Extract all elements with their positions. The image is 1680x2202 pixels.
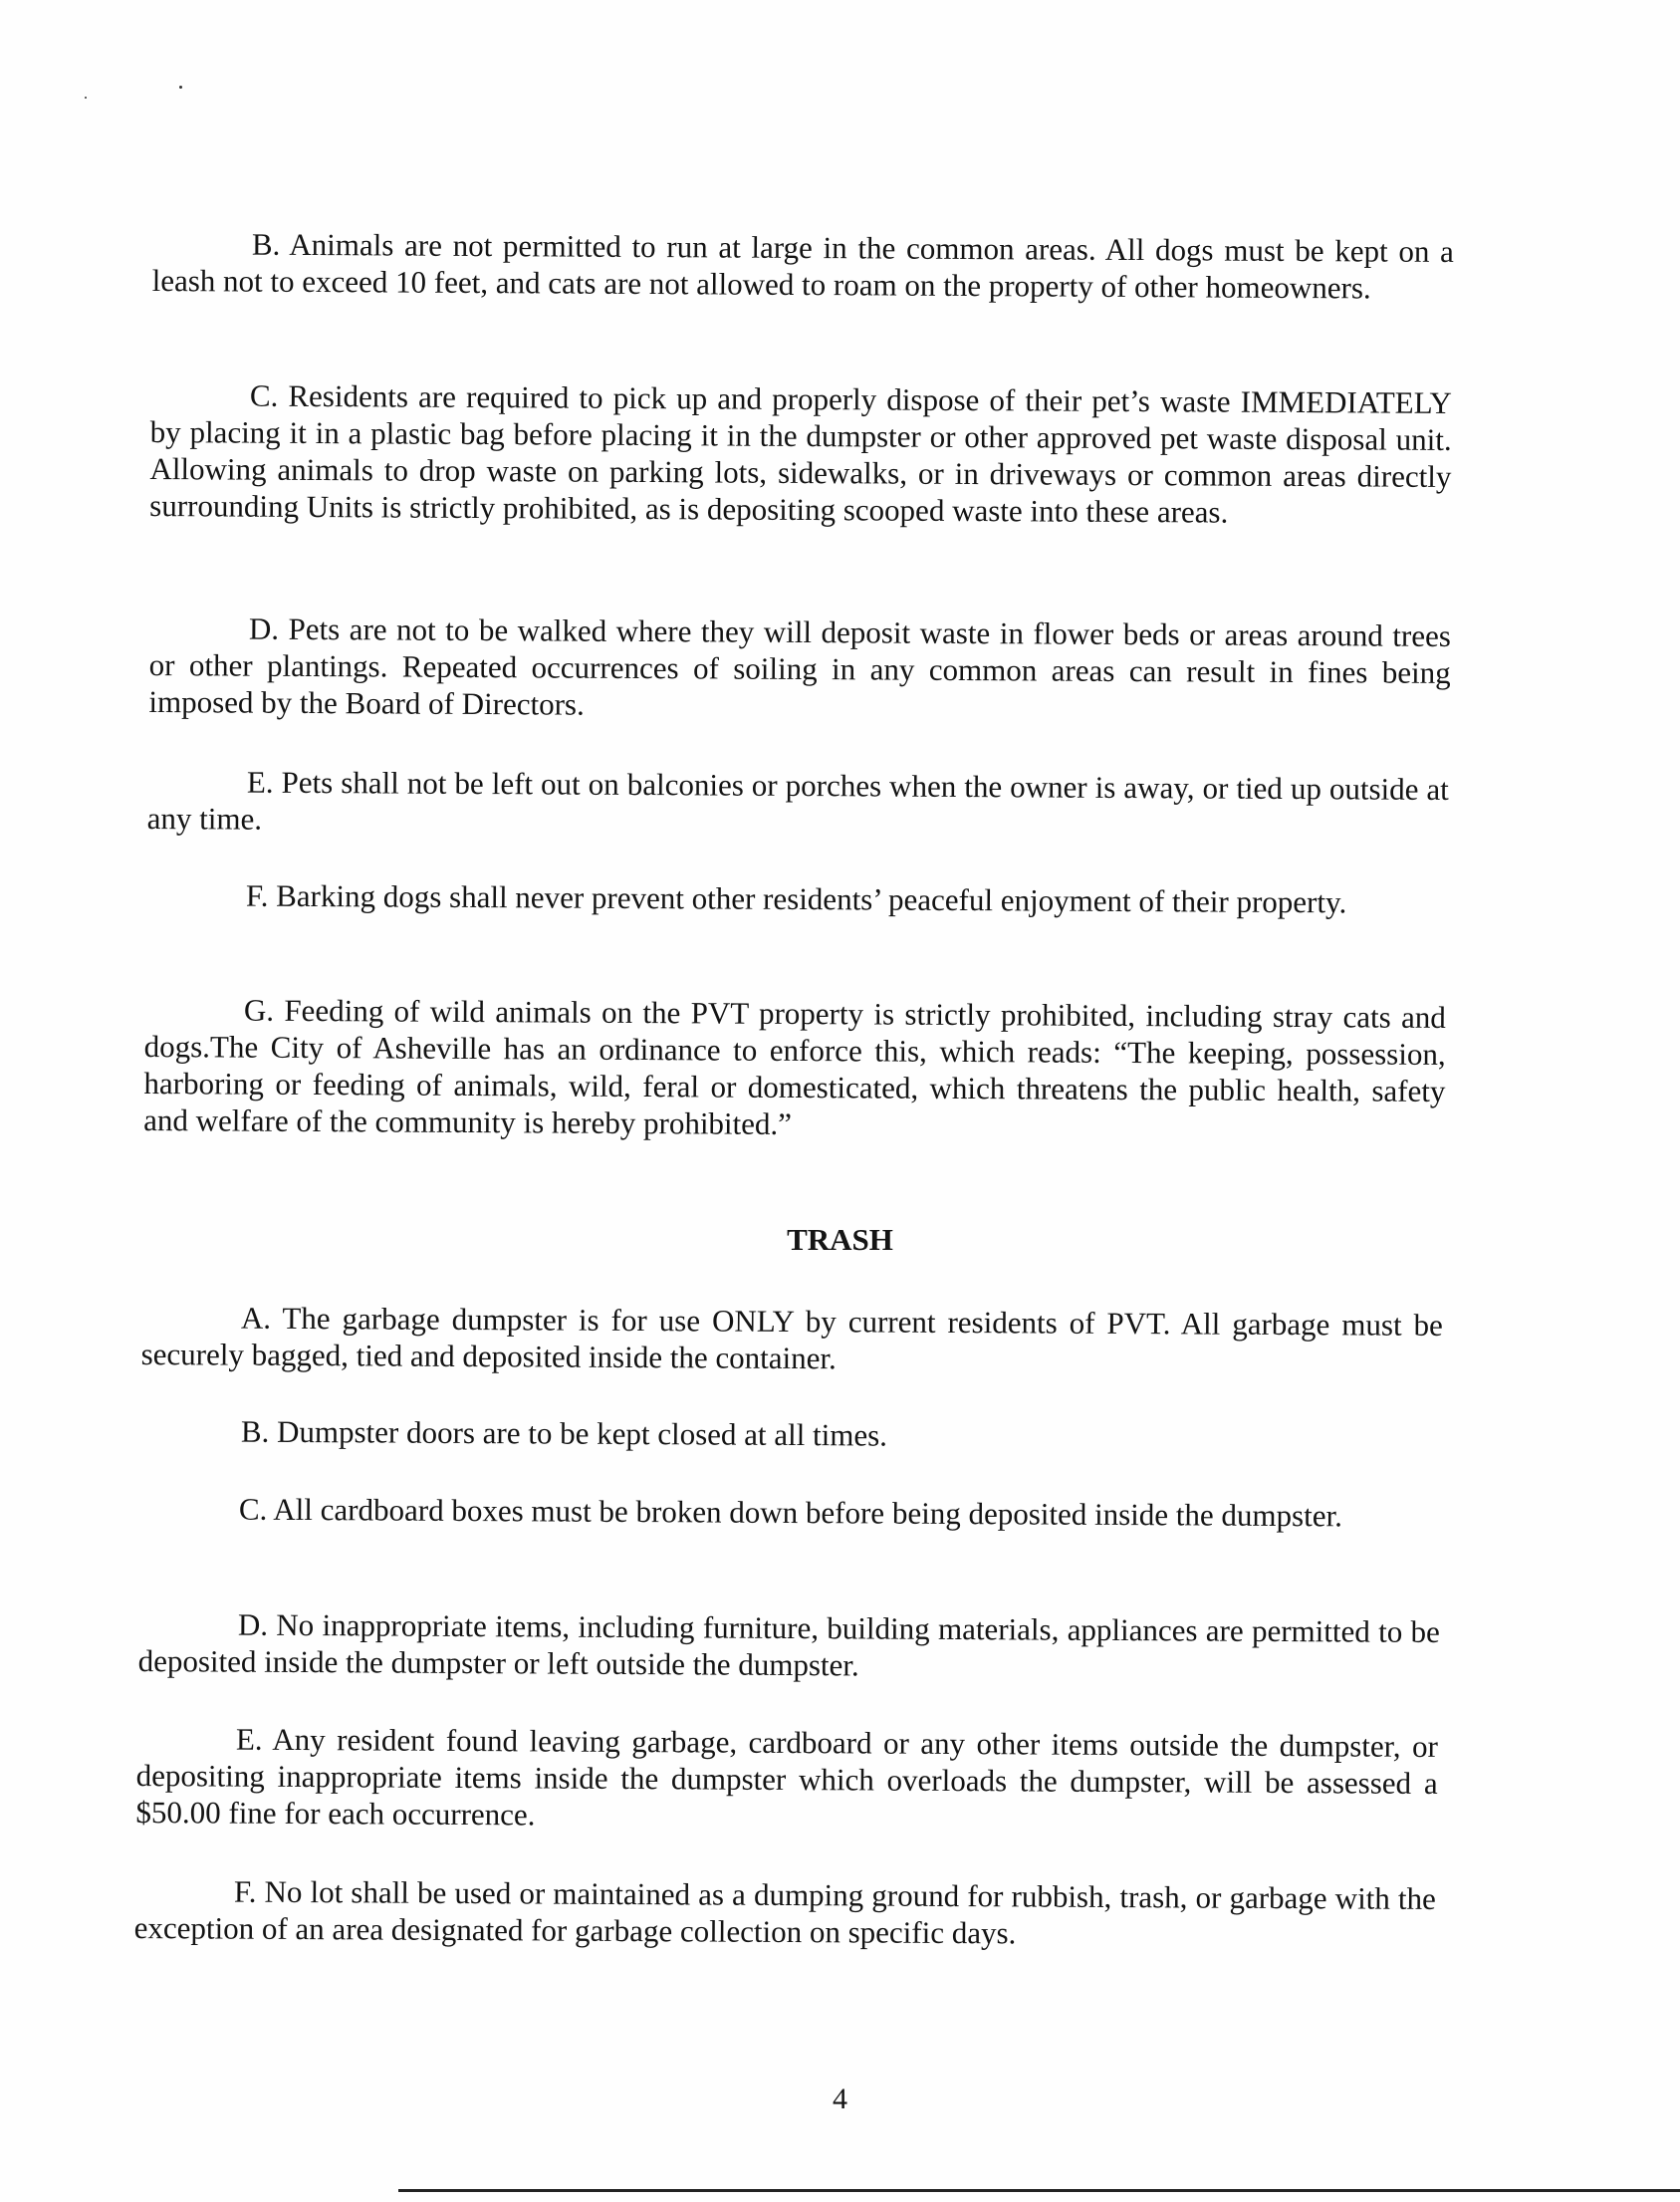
trash-item-f-text: F. No lot shall be used or maintained as a dumping ground for rubbish, trash, or garbage with the exception of an area designated for garbage collection on specific days. [133,1873,1436,1951]
pets-item-e [147,763,1449,845]
trash-item-e-text: E. Any resident found leaving garbage, cardboard or any other items outside the dumpster, or depositing inappropriate items inside the dumpster which overloads the dumpster, will be assessed a $50.00 fine for each occurrence. [135,1721,1438,1833]
pets-item-f [146,876,1448,921]
page-number: 4 [833,2082,847,2115]
trash-item-c [139,1490,1441,1535]
pets-item-g [143,991,1446,1146]
trash-item-b [141,1412,1443,1457]
pets-item-f-text: F. Barking dogs shall never prevent other residents’ peaceful enjoyment of their property. [245,877,1347,920]
pets-item-e-text: E. Pets shall not be left out on balconies or porches when the owner is away, or tied up outside at any time. [146,764,1449,837]
pets-item-d-text: D. Pets are not to be walked where they will deposit waste in flower beds or areas around trees or other plantings. Repeated occurrences of soiling in any common areas can result in fines being imposed by the Board of Directors. [148,611,1451,722]
trash-heading: TRASH [787,1222,893,1257]
scan-speck [179,86,182,89]
pets-item-b-text: B. Animals are not permitted to run at large in the common areas. All dogs must be kept on a leash not to exceed 10 feet, and cats are not allowed to roam on the property of other homeowners. [151,226,1454,306]
pets-item-c [149,376,1452,532]
pets-item-d [148,610,1451,728]
trash-item-c-text: C. All cardboard boxes must be broken down before being deposited inside the dumpster. [238,1491,1343,1534]
scan-speck [85,97,87,99]
bottom-scan-line [398,2189,1680,2192]
trash-item-b-text: B. Dumpster doors are to be kept closed at all times. [240,1413,888,1453]
trash-item-e [135,1720,1438,1838]
pets-item-b [152,225,1454,307]
trash-item-d [138,1605,1440,1687]
trash-item-a [141,1299,1443,1380]
pets-item-g-text: G. Feeding of wild animals on the PVT property is strictly prohibited, including stray cats and dogs.The City of Asheville has an ordinance to enforce this, which reads: “The keeping, possession, harboring or feeding of animals, wild, feral or domesticated, which threatens the public health, safety and welfare of the community is hereby prohibited.” [143,992,1446,1141]
trash-item-f [134,1872,1436,1954]
trash-item-d-text: D. No inappropriate items, including furniture, building materials, appliances are permitted to be deposited inside the dumpster or left outside the dumpster. [137,1606,1440,1683]
pets-item-c-text: C. Residents are required to pick up and properly dispose of their pet’s waste IMMEDIATELY by placing it in a plastic bag before placing it in the dumpster or other approved pet waste disposal unit. Allowing animals to drop waste on parking lots, sidewalks, or in driveways or common areas directly surrounding Units is strictly prohibited, as is depositing scooped waste into these areas. [149,377,1452,530]
trash-item-a-text: A. The garbage dumpster is for use ONLY by current residents of PVT. All garbage must be securely bagged, tied and deposited inside the container. [140,1300,1443,1376]
